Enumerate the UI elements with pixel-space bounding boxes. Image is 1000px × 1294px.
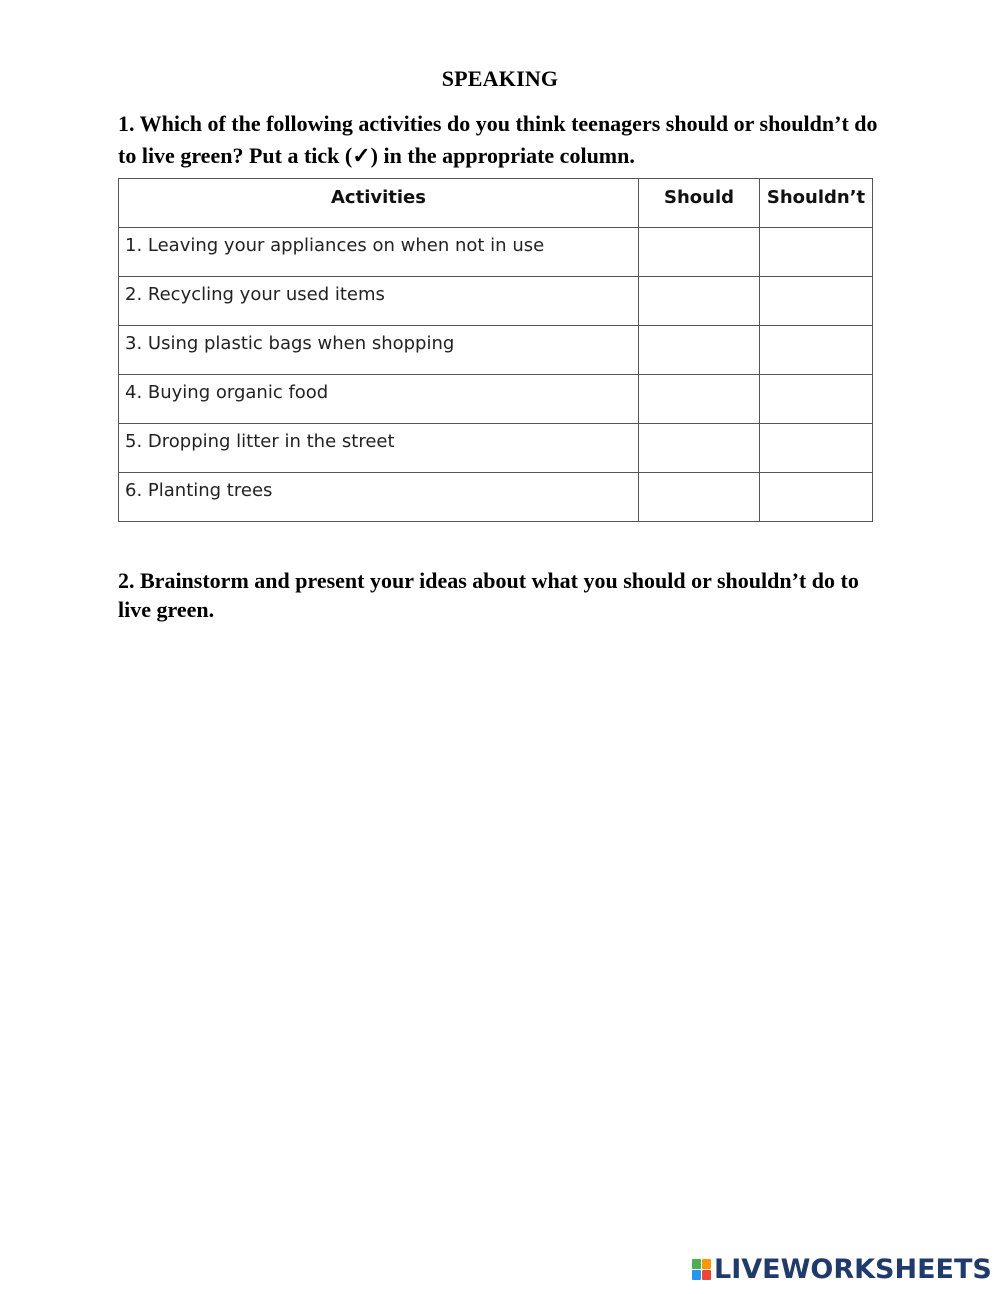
logo-mark-icon — [692, 1259, 711, 1280]
logo-square-icon — [702, 1270, 711, 1280]
activity-cell: 3. Using plastic bags when shopping — [119, 326, 639, 375]
question-2: 2. Brainstorm and present your ideas about what you should or shouldn’t do to live green. — [118, 568, 859, 622]
shouldnt-tick-cell[interactable] — [760, 473, 873, 522]
header-activities: Activities — [119, 179, 639, 228]
should-tick-cell[interactable] — [639, 375, 760, 424]
table-row — [119, 473, 873, 522]
table-row — [119, 326, 873, 375]
liveworksheets-logo — [692, 1254, 992, 1285]
shouldnt-tick-cell[interactable] — [760, 375, 873, 424]
activity-cell: 2. Recycling your used items — [119, 277, 639, 326]
logo-square-icon — [692, 1270, 701, 1280]
header-shouldnt: Shouldn’t — [760, 179, 873, 228]
activity-cell: 5. Dropping litter in the street — [119, 424, 639, 473]
should-tick-cell[interactable] — [639, 424, 760, 473]
should-tick-cell[interactable] — [639, 473, 760, 522]
should-tick-cell[interactable] — [639, 277, 760, 326]
activities-table — [118, 178, 873, 522]
logo-square-icon — [702, 1259, 711, 1269]
activity-cell: 1. Leaving your appliances on when not in use — [119, 228, 639, 277]
table-row — [119, 228, 873, 277]
table-header-row — [119, 179, 873, 228]
shouldnt-tick-cell[interactable] — [760, 424, 873, 473]
activity-cell: 6. Planting trees — [119, 473, 639, 522]
table-row — [119, 375, 873, 424]
logo-text: LIVEWORKSHEETS — [714, 1254, 992, 1285]
header-should: Should — [639, 179, 760, 228]
activity-cell: 4. Buying organic food — [119, 375, 639, 424]
shouldnt-tick-cell[interactable] — [760, 277, 873, 326]
should-tick-cell[interactable] — [639, 228, 760, 277]
shouldnt-tick-cell[interactable] — [760, 326, 873, 375]
logo-square-icon — [692, 1259, 701, 1269]
table-row — [119, 424, 873, 473]
question-1: 1. Which of the following activities do you think teenagers should or shouldn’t do to live green? Put a tick (✓) in the appropriate column. — [118, 111, 878, 168]
shouldnt-tick-cell[interactable] — [760, 228, 873, 277]
page-title: SPEAKING — [441, 66, 559, 91]
should-tick-cell[interactable] — [639, 326, 760, 375]
table-row — [119, 277, 873, 326]
